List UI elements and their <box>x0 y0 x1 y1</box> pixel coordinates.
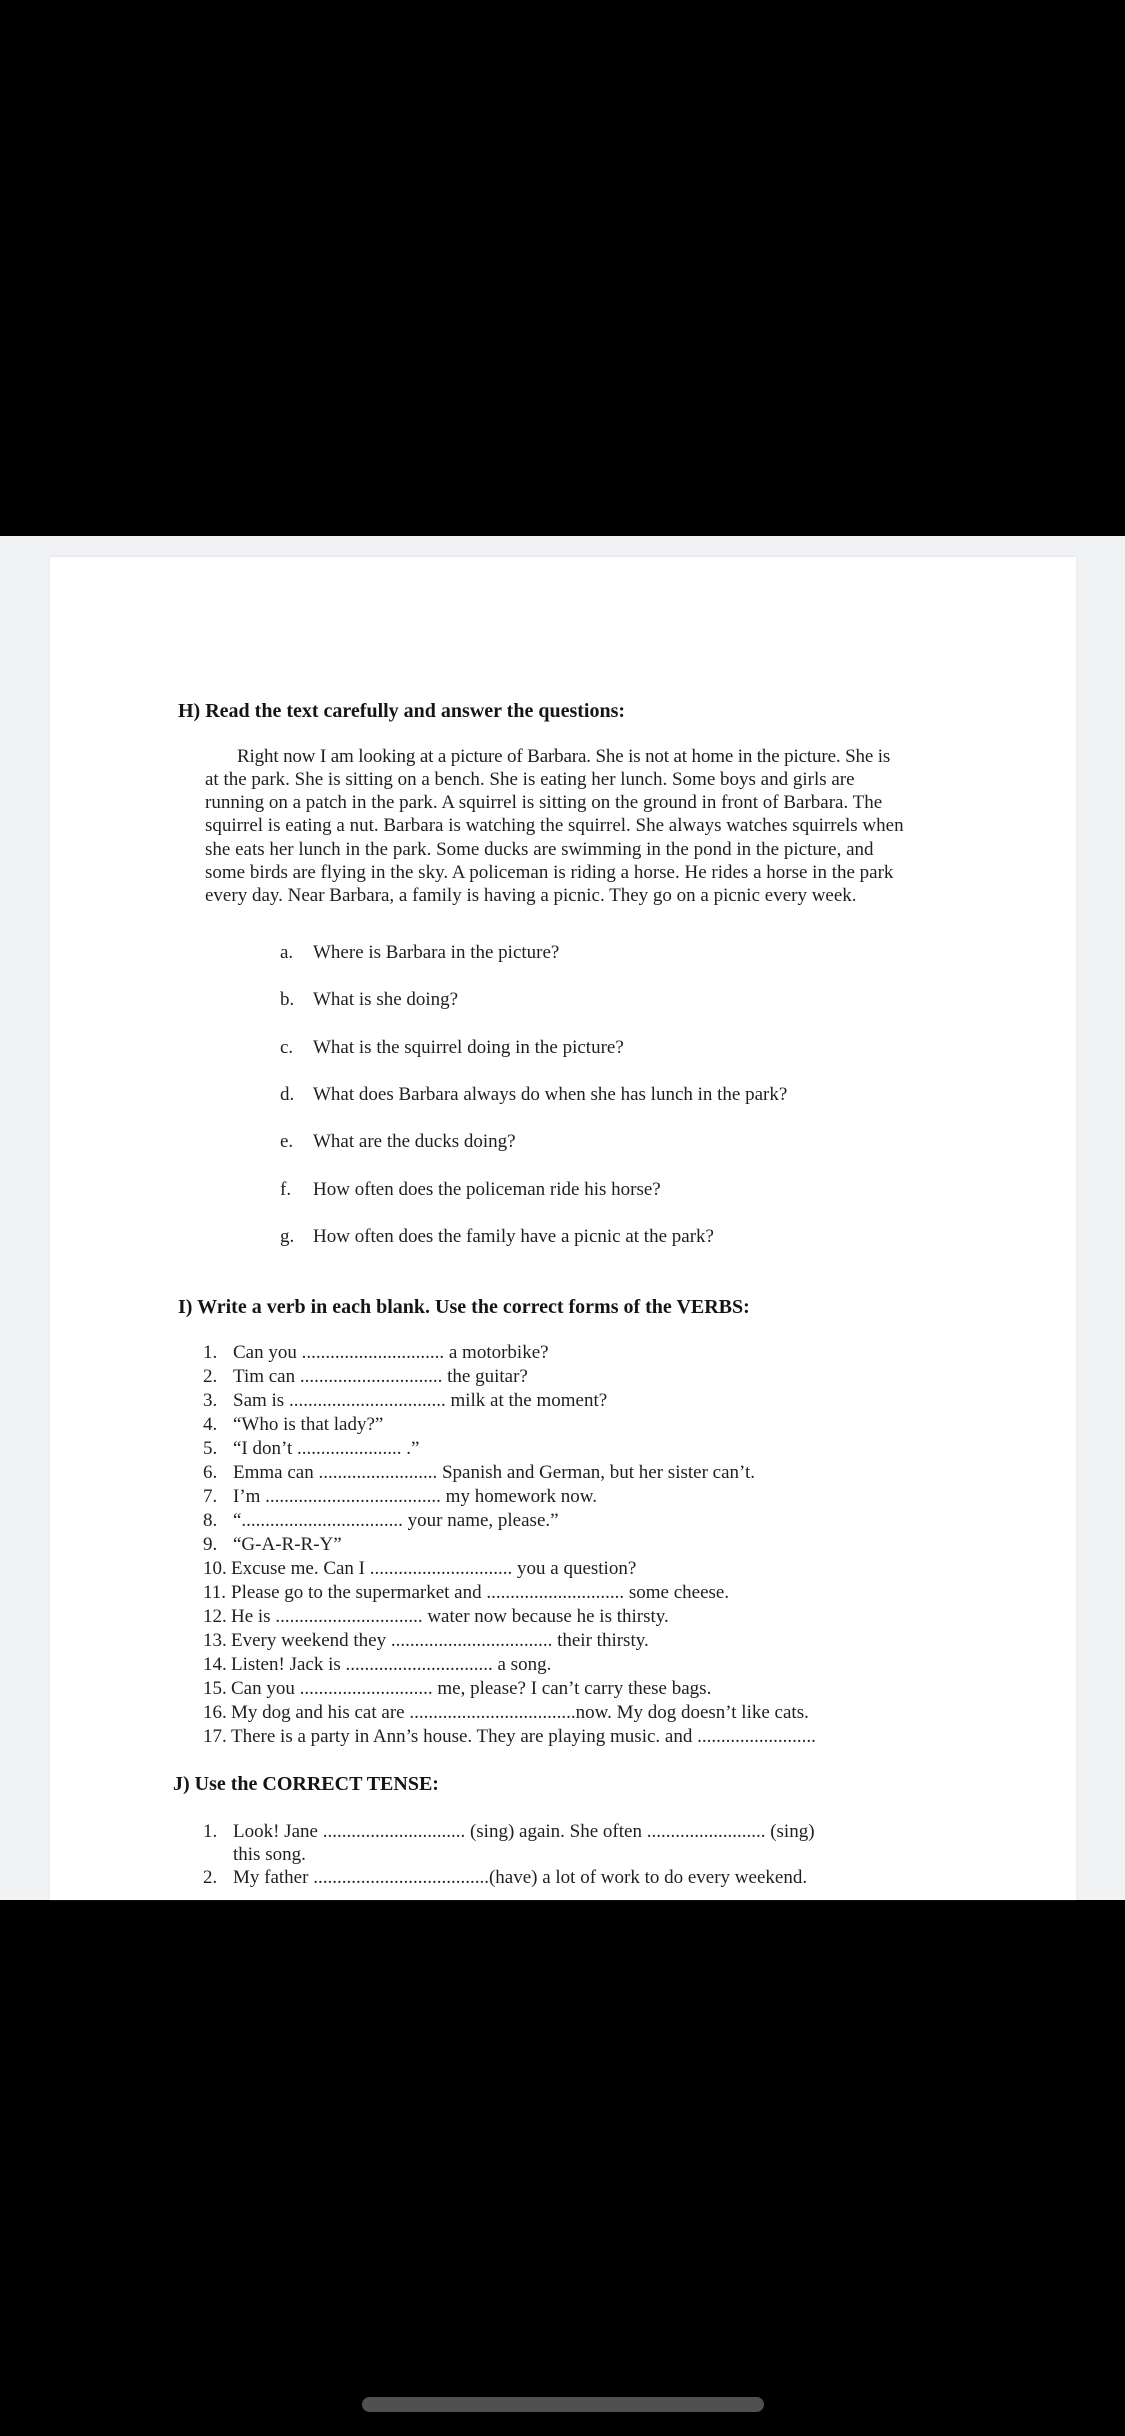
question-item <box>280 989 459 1010</box>
question-text: What are the ducks doing? <box>313 1131 516 1152</box>
item-number: 9. <box>203 1534 218 1555</box>
item-number: 15. <box>203 1678 227 1699</box>
question-item <box>280 1179 661 1200</box>
item-text: Please go to the supermarket and ............................. some cheese. <box>231 1582 730 1603</box>
item-number: 13. <box>203 1630 227 1651</box>
item-number: 7. <box>203 1486 218 1507</box>
item-text: “.................................. your name, please.” <box>233 1510 559 1531</box>
question-item <box>280 1084 788 1105</box>
item-text: Excuse me. Can I .............................. you a question? <box>231 1558 637 1579</box>
item-continuation: this song. <box>233 1844 306 1865</box>
item-number: 2. <box>203 1867 218 1888</box>
item-number: 16. <box>203 1702 227 1723</box>
question-text: Where is Barbara in the picture? <box>313 942 560 963</box>
question-text: What is she doing? <box>313 989 459 1010</box>
item-text: “I don’t ...................... .” <box>233 1438 420 1459</box>
exercise-item <box>203 1582 730 1603</box>
exercise-item <box>203 1438 420 1459</box>
item-number: 6. <box>203 1462 218 1483</box>
question-marker: b. <box>280 989 295 1010</box>
item-number: 8. <box>203 1510 218 1531</box>
item-text: I’m ..................................... my homework now. <box>233 1486 597 1507</box>
item-number: 4. <box>203 1414 218 1435</box>
exercise-item <box>203 1630 649 1651</box>
exercise-item <box>203 1702 809 1723</box>
passage-line: running on a patch in the park. A squirrel is sitting on the ground in front of Barbara. The <box>205 792 883 813</box>
question-marker: a. <box>280 942 294 963</box>
item-text: Every weekend they .................................. their thirsty. <box>231 1630 649 1651</box>
passage-line: she eats her lunch in the park. Some ducks are swimming in the pond in the picture, and <box>205 839 874 860</box>
item-text: Sam is ................................. milk at the moment? <box>233 1390 608 1411</box>
section-i-heading: I) Write a verb in each blank. Use the correct forms of the VERBS: <box>178 1296 750 1318</box>
item-text: Can you .............................. a motorbike? <box>233 1342 549 1363</box>
section-j-heading: J) Use the CORRECT TENSE: <box>173 1773 439 1795</box>
exercise-item <box>203 1678 712 1699</box>
home-indicator[interactable] <box>362 2397 764 2412</box>
item-number: 2. <box>203 1366 218 1387</box>
item-number: 12. <box>203 1606 227 1627</box>
item-number: 11. <box>203 1582 227 1603</box>
exercise-item <box>203 1558 637 1579</box>
question-marker: d. <box>280 1084 295 1105</box>
question-item <box>280 1131 516 1152</box>
item-number: 10. <box>203 1558 227 1579</box>
item-number: 17. <box>203 1726 227 1747</box>
exercise-item <box>203 1821 815 1842</box>
question-text: What does Barbara always do when she has lunch in the park? <box>313 1084 788 1105</box>
item-text: Can you ............................ me, please? I can’t carry these bags. <box>231 1678 712 1699</box>
passage-line: Right now I am looking at a picture of Barbara. She is not at home in the picture. She is <box>237 746 891 767</box>
item-text: Tim can .............................. the guitar? <box>233 1366 528 1387</box>
passage-line: squirrel is eating a nut. Barbara is watching the squirrel. She always watches squirrels when <box>205 815 904 836</box>
question-marker: c. <box>280 1037 294 1058</box>
item-text: Emma can ......................... Spanish and German, but her sister can’t. <box>233 1462 756 1483</box>
exercise-item <box>203 1726 816 1747</box>
exercise-item <box>203 1486 597 1507</box>
question-marker: f. <box>280 1179 292 1200</box>
item-number: 5. <box>203 1438 218 1459</box>
item-number: 1. <box>203 1821 218 1842</box>
question-item <box>280 1226 714 1247</box>
exercise-item <box>203 1414 384 1435</box>
question-item <box>280 1037 624 1058</box>
item-text: “Who is that lady?” <box>233 1414 384 1435</box>
item-text: He is ............................... water now because he is thirsty. <box>231 1606 669 1627</box>
exercise-item <box>203 1654 552 1675</box>
item-text: My dog and his cat are ...................................now. My dog doesn’t like cats. <box>231 1702 809 1723</box>
exercise-item <box>203 1342 549 1363</box>
exercise-item <box>203 1867 808 1888</box>
exercise-item <box>203 1606 669 1627</box>
question-item <box>280 942 560 963</box>
question-text: What is the squirrel doing in the picture? <box>313 1037 624 1058</box>
question-marker: g. <box>280 1226 295 1247</box>
passage-line: every day. Near Barbara, a family is having a picnic. They go on a picnic every week. <box>205 885 857 906</box>
item-text: Listen! Jack is ............................... a song. <box>231 1654 552 1675</box>
item-text: There is a party in Ann’s house. They are playing music. and ......................... <box>231 1726 816 1747</box>
item-text: Look! Jane .............................. (sing) again. She often ......................... (sing) <box>233 1821 815 1842</box>
exercise-item <box>203 1462 756 1483</box>
item-text: “G-A-R-R-Y” <box>233 1534 342 1555</box>
item-number: 14. <box>203 1654 227 1675</box>
passage-line: at the park. She is sitting on a bench. She is eating her lunch. Some boys and girls are <box>205 769 855 790</box>
item-text: My father .....................................(have) a lot of work to do every weekend. <box>233 1867 808 1888</box>
question-marker: e. <box>280 1131 294 1152</box>
question-text: How often does the family have a picnic at the park? <box>313 1226 714 1247</box>
question-text: How often does the policeman ride his horse? <box>313 1179 661 1200</box>
item-number: 3. <box>203 1390 218 1411</box>
exercise-item <box>203 1390 608 1411</box>
exercise-item <box>203 1510 559 1531</box>
exercise-item <box>203 1366 528 1387</box>
exercise-item <box>203 1534 342 1555</box>
section-h-heading: H) Read the text carefully and answer the questions: <box>178 700 626 722</box>
item-number: 1. <box>203 1342 218 1363</box>
passage-line: some birds are flying in the sky. A policeman is riding a horse. He rides a horse in the park <box>205 862 894 883</box>
